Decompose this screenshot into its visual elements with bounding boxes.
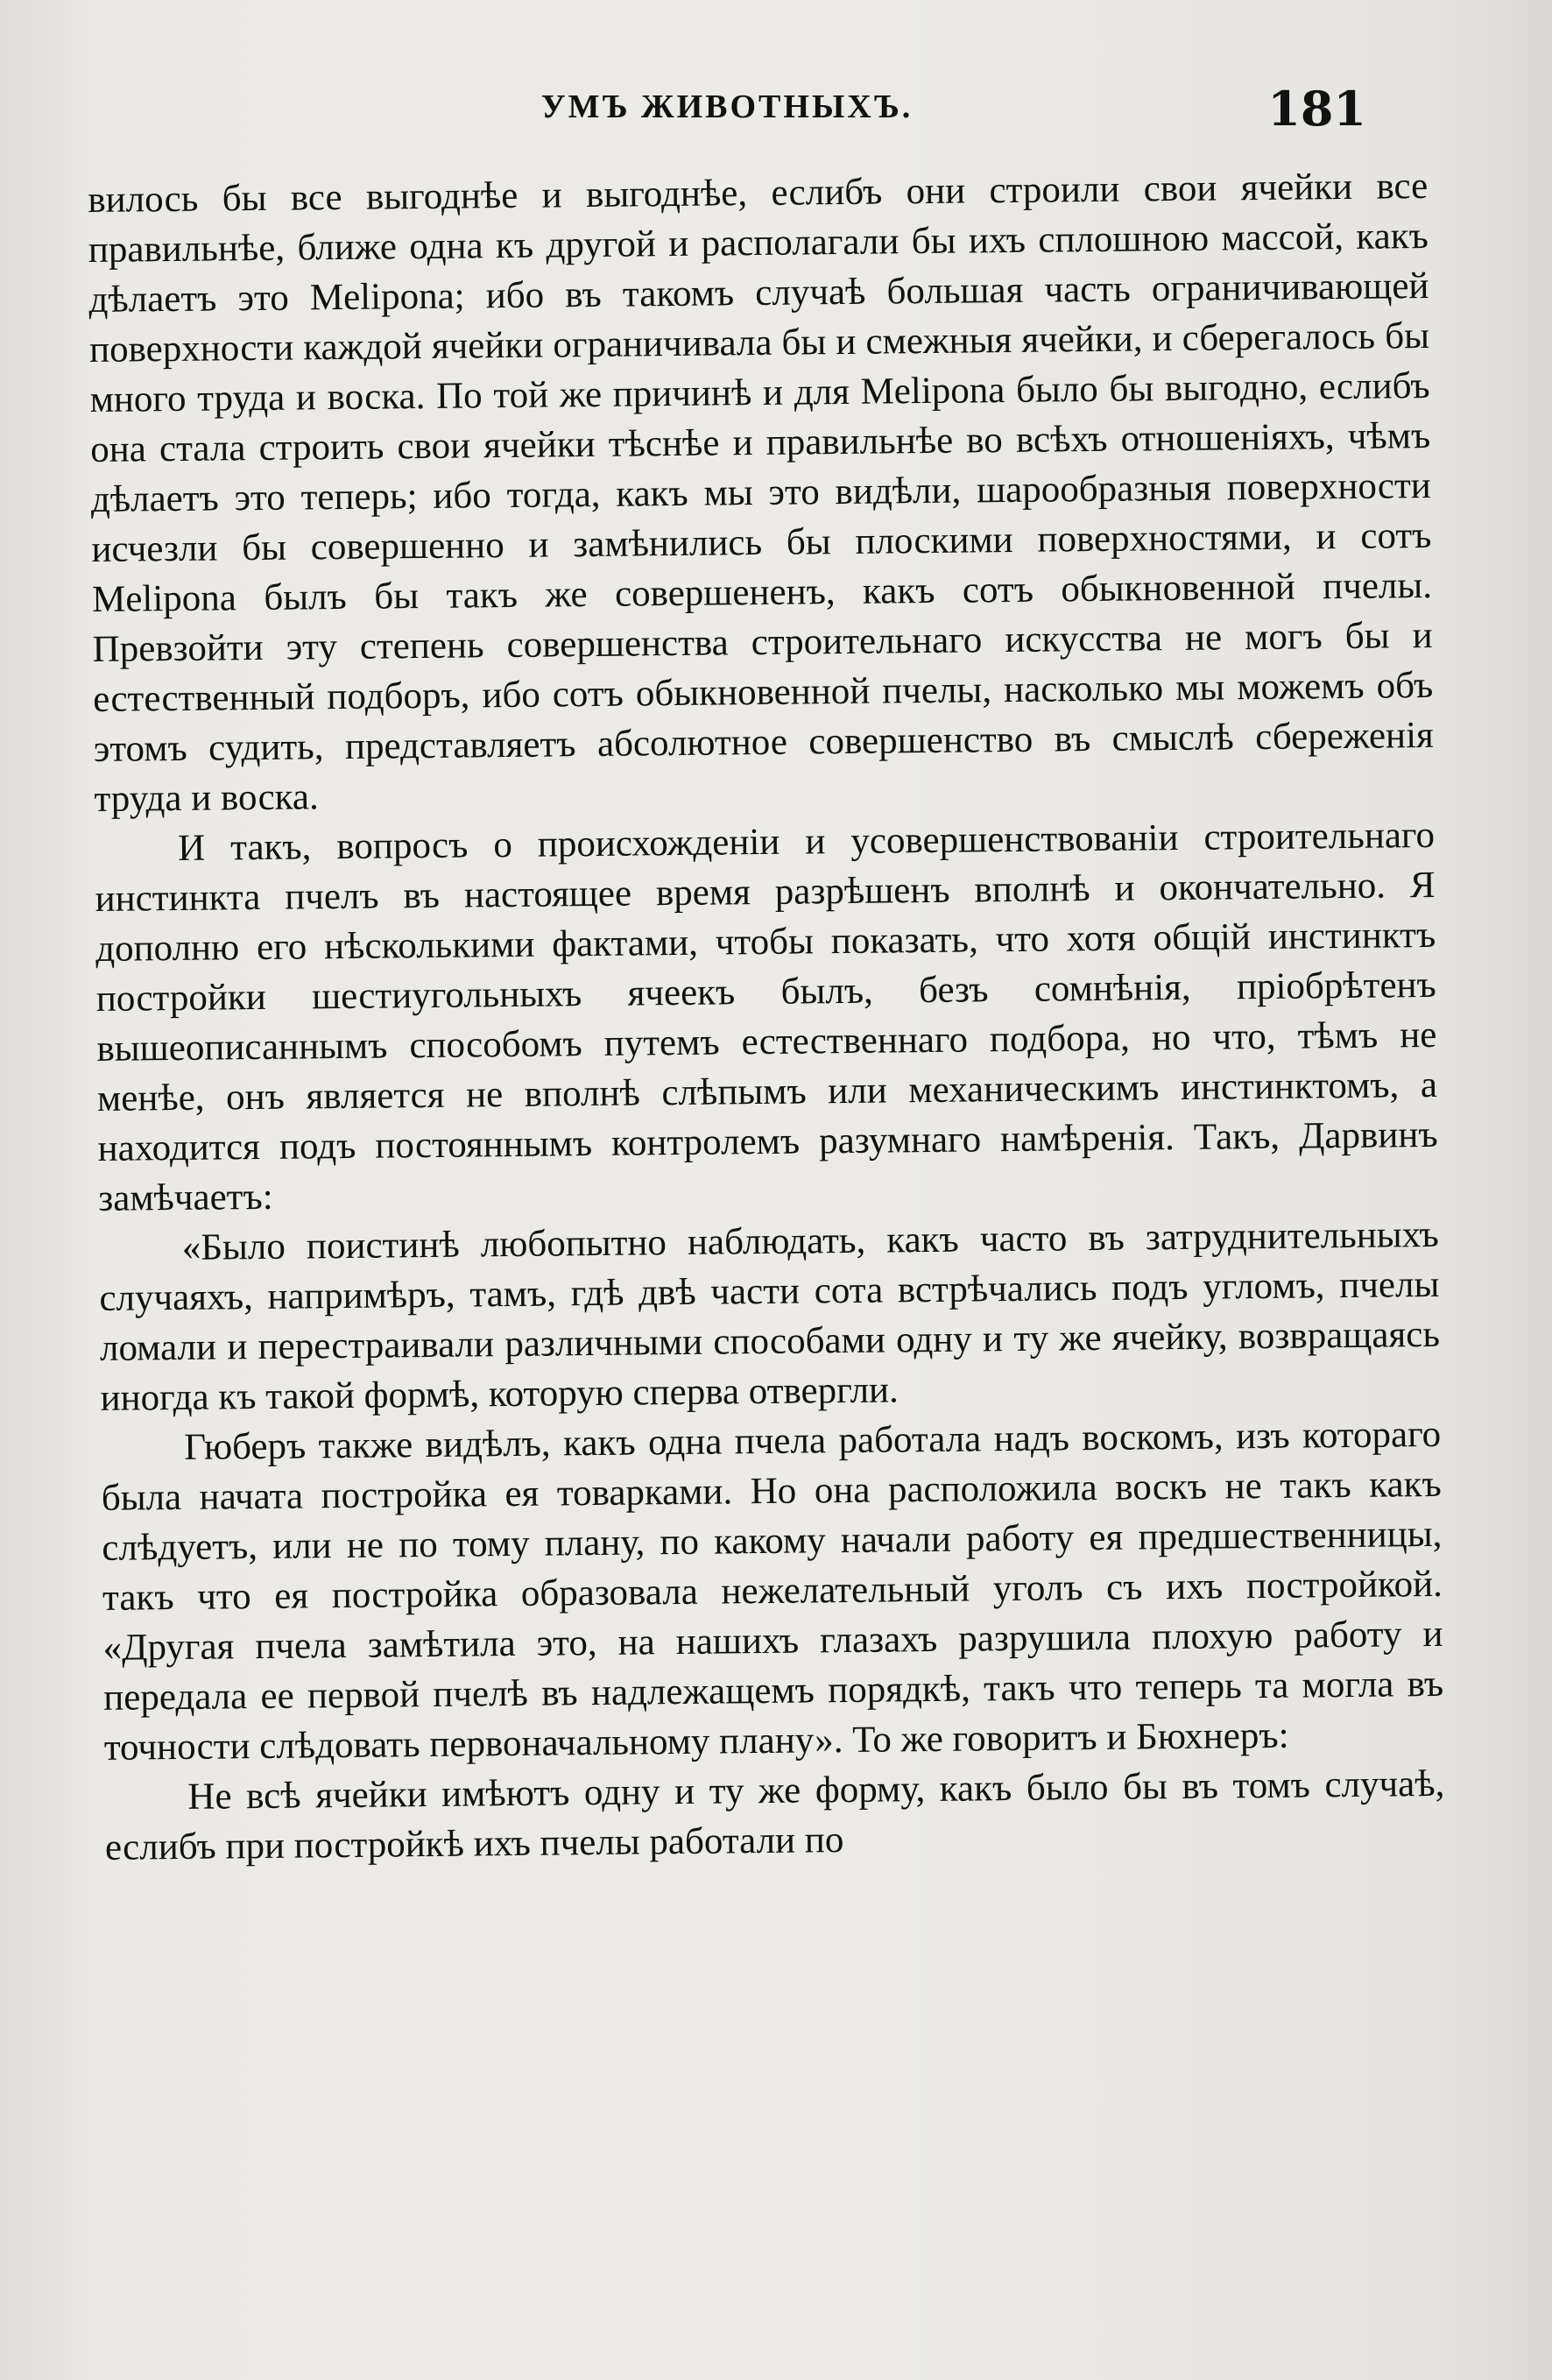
page-header — [88, 81, 1366, 137]
paragraph: вилось бы все выгоднѣе и выгоднѣе, еслибъ они строили свои ячейки все правильнѣе, ближе одна къ другой и располагали бы ихъ сплошною массой, какъ дѣлаетъ это Melipona; ибо въ такомъ случаѣ большая часть ограничивающей поверхности каждой ячейки ограничивала бы и смежныя ячейки, и сберегалось бы много труда и воска. По той же причинѣ и для Melipona было бы выгодно, еслибъ она стала строить свои ячейки тѣснѣе и правильнѣе во всѣхъ отношеніяхъ, чѣмъ дѣлаетъ это теперь; ибо тогда, какъ мы это видѣли, шарообразныя поверхности исчезли бы совершенно и замѣнились бы плоскими поверхностями, и сотъ Melipona былъ бы такъ же совершененъ, какъ сотъ обыкновенной пчелы. Превзойти эту степень совершенства строительнаго искусства не могъ бы и естественный подборъ, ибо сотъ обыкновенной пчелы, насколько мы можемъ объ этомъ судить, представляетъ абсолютное совершенство въ смыслѣ сбереженія труда и воска. — [88, 165, 1435, 820]
quotation-paragraph: «Было поистинѣ любопытно наблюдать, какъ часто въ затруднительныхъ случаяхъ, напримѣръ, тамъ, гдѣ двѣ части сота встрѣчались подъ угломъ, пчелы ломали и перестраивали различными способами одну и ту же ячейку, возвращаясь иногда къ такой формѣ, которую сперва отвергли. — [99, 1213, 1441, 1419]
paragraph: Не всѣ ячейки имѣютъ одну и ту же форму, какъ было бы въ томъ случаѣ, еслибъ при постройкѣ ихъ пчелы работали по — [104, 1762, 1445, 1868]
paragraph: Гюберъ также видѣлъ, какъ одна пчела работала надъ воскомъ, изъ котораго была начата постройка ея товарками. Но она расположила воскъ не такъ какъ слѣдуетъ, или не по тому плану, по какому начали работу ея предшественницы, такъ что ея постройка образовала нежелательный уголъ съ ихъ постройкой. «Другая пчела замѣтила это, на нашихъ глазахъ разрушила плохую работу и передала ее первой пчелѣ въ надлежащемъ порядкѣ, такъ что теперь та могла въ точности слѣдовать первоначальному плану». То же говоритъ и Бюхнеръ: — [101, 1413, 1444, 1769]
body-text — [88, 161, 1445, 1873]
page-number: 181 — [1267, 81, 1366, 137]
paragraph: И такъ, вопросъ о происхожденіи и усовершенствованіи строительнаго инстинкта пчелъ въ настоящее время разрѣшенъ вполнѣ и окончательно. Я дополню его нѣсколькими фактами, чтобы показать, что хотя общій инстинктъ постройки шестиугольныхъ ячеекъ былъ, безъ сомнѣнія, пріобрѣтенъ вышеописаннымъ способомъ путемъ естественнаго подбора, но что, тѣмъ не менѣе, онъ является не вполнѣ слѣпымъ или механическимъ инстинктомъ, а находится подъ постояннымъ контролемъ разумнаго намѣренія. Такъ, Дарвинъ замѣчаетъ: — [95, 814, 1438, 1219]
running-head: УМЪ ЖИВОТНЫХЪ. — [540, 88, 914, 125]
